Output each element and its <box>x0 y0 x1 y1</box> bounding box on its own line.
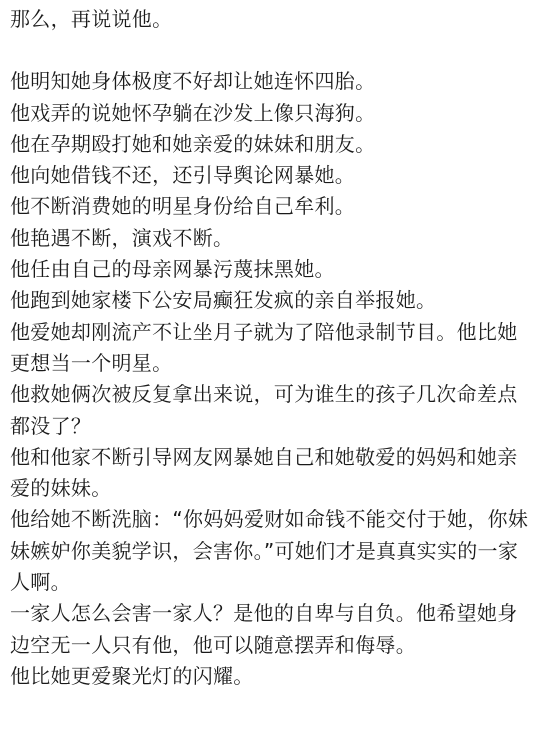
text-line: 他明知她身体极度不好却让她连怀四胎。 <box>10 69 376 94</box>
text-line: 他不断消费她的明星身份给自己牟利。 <box>10 194 356 219</box>
text-line: 他向她借钱不还，还引导舆论网暴她。 <box>10 163 356 188</box>
text-line: 他爱她却刚流产不让坐月子就为了陪他录制节目。他比她更想当一个明星。 <box>10 319 518 375</box>
text-line: 他艳遇不断，演戏不断。 <box>10 225 234 250</box>
text-line: 他在孕期殴打她和她亲爱的妹妹和朋友。 <box>10 131 376 156</box>
blank-line <box>10 35 533 66</box>
text-line: 他和他家不断引导网友网暴她自己和她敬爱的妈妈和她亲爱的妹妹。 <box>10 444 518 501</box>
text-line: 他跑到她家楼下公安局癫狂发疯的亲自举报她。 <box>10 288 437 313</box>
text-line: 他任由自己的母亲网暴污蔑抹黑她。 <box>10 257 335 282</box>
text-line: 他比她更爱聚光灯的闪耀。 <box>10 663 254 688</box>
text-line: 他戏弄的说她怀孕躺在沙发上像只海狗。 <box>10 100 376 125</box>
text-line: 他给她不断洗脑：“你妈妈爱财如命钱不能交付于她，你妹妹嫉妒你美貌学识，会害你。”可她们才是真真实实的一家人啊。 <box>10 507 529 595</box>
intro-line: 那么，再说说他。 <box>10 7 173 31</box>
text-line: 他救她俩次被反复拿出来说，可为谁生的孩子几次命差点都没了？ <box>10 382 518 438</box>
text-line: 一家人怎么会害一家人？是他的自卑与自负。他希望她身边空无一人只有他，他可以随意摆弄和侮辱。 <box>10 601 518 657</box>
